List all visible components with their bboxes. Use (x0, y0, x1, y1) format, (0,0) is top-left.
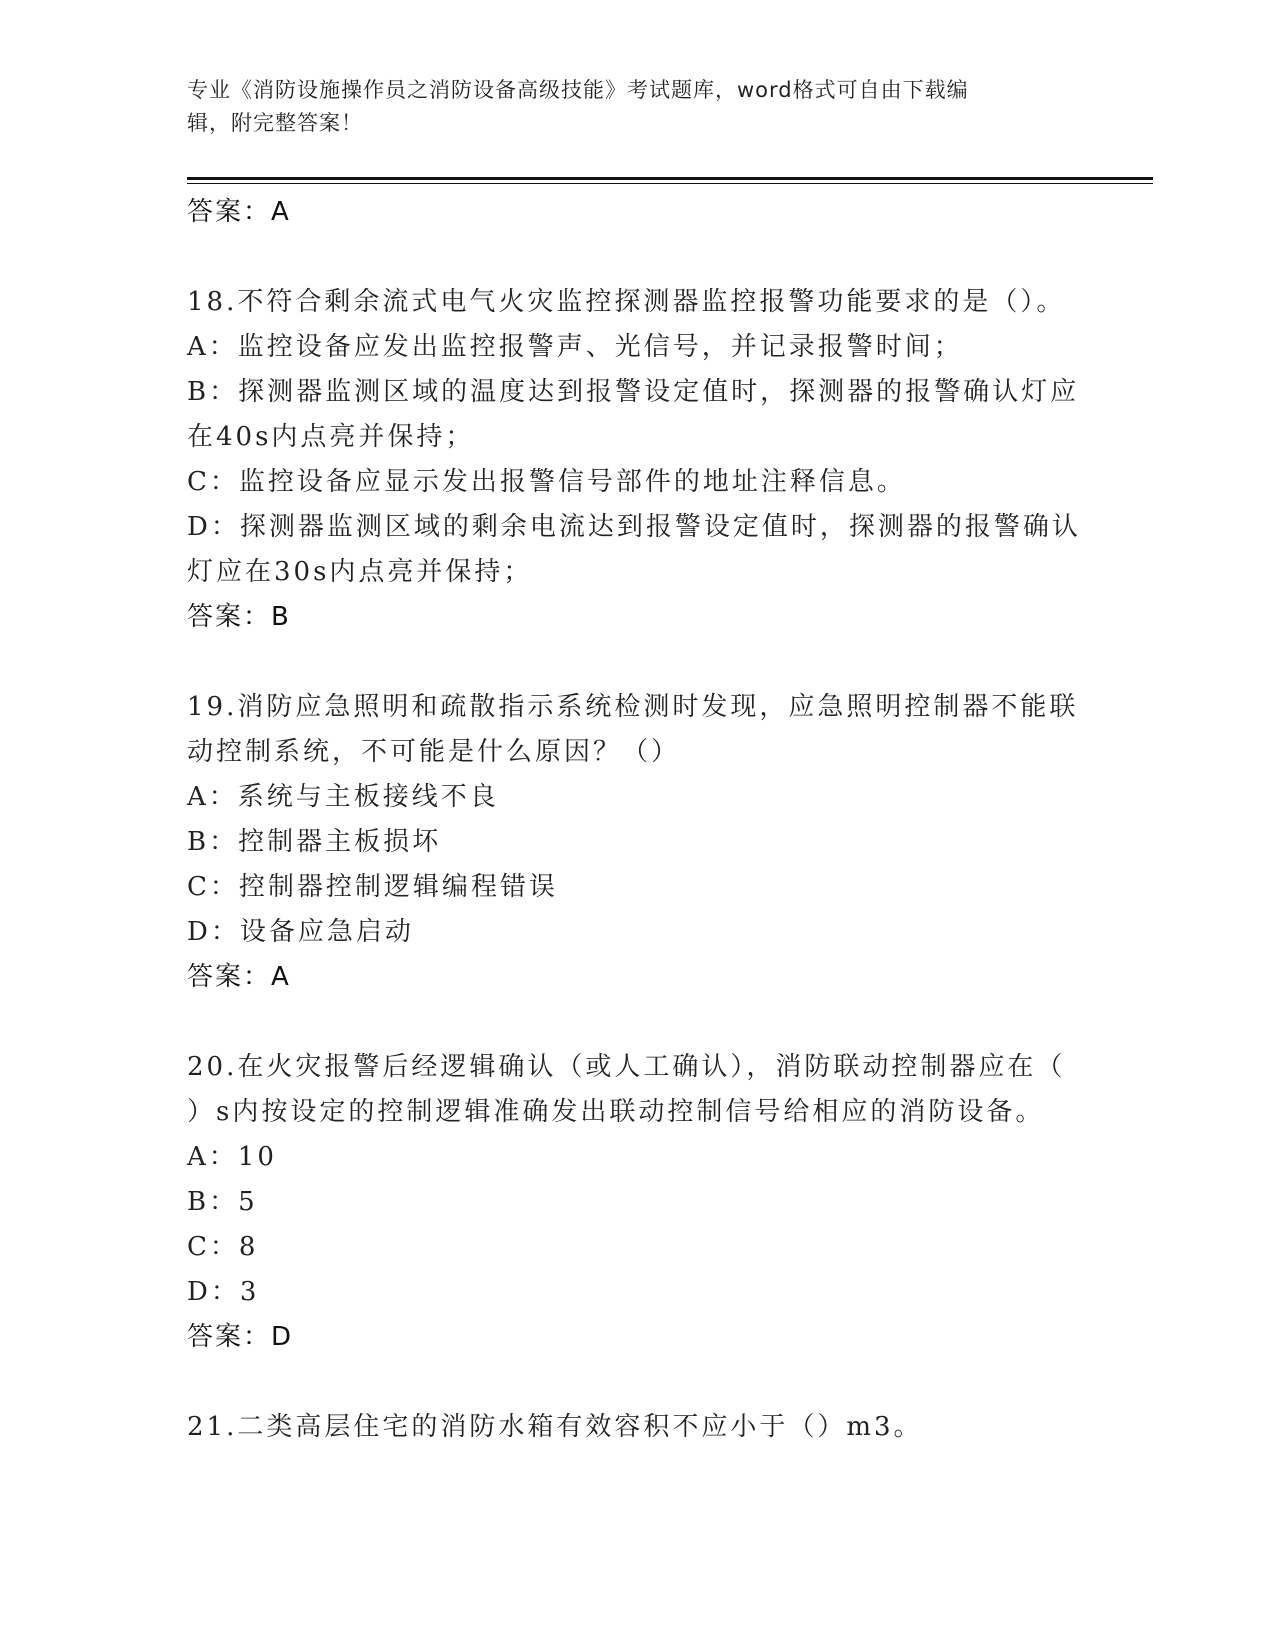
question-20 (187, 1045, 1087, 1360)
question-list (187, 190, 1087, 1450)
document-header (187, 74, 1067, 140)
question-text-line-1: 20.在火灾报警后经逻辑确认（或人工确认），消防联动控制器应在（ (187, 1052, 1066, 1082)
option-d: D：设备应急启动 (187, 917, 414, 947)
option-d-line-1: D：探测器监测区域的剩余电流达到报警设定值时，探测器的报警确认 (187, 512, 1081, 542)
spacer (187, 1000, 1087, 1045)
answer-label: 答案：A (187, 197, 291, 227)
option-a: A：系统与主板接线不良 (187, 782, 499, 812)
spacer (187, 640, 1087, 685)
option-a: A：10 (187, 1142, 277, 1172)
option-d: D：3 (187, 1277, 260, 1307)
option-d-line-2: 灯应在30s内点亮并保持； (187, 557, 533, 587)
option-b-line-2: 在40s内点亮并保持； (187, 422, 475, 452)
question-18 (187, 280, 1087, 640)
question-text-line-2: 动控制系统，不可能是什么原因？（） (187, 737, 681, 767)
question-text: 18.不符合剩余流式电气火灾监控探测器监控报警功能要求的是（）。 (187, 287, 1066, 317)
header-intro-line-2: 辑，附完整答案！ (187, 111, 363, 135)
question-21 (187, 1405, 1087, 1450)
option-b-line-1: B：探测器监测区域的温度达到报警设定值时，探测器的报警确认灯应 (187, 377, 1080, 407)
question-19 (187, 685, 1087, 1000)
option-b: B：5 (187, 1187, 258, 1217)
spacer (187, 1360, 1087, 1405)
answer-label: 答案：D (187, 1322, 294, 1352)
header-divider-thin (187, 183, 1153, 184)
header-intro-line-1: 专业《消防设施操作员之消防设备高级技能》考试题库，word格式可自由下载编 (187, 78, 969, 102)
answer-label: 答案：A (187, 962, 291, 992)
option-b: B：控制器主板损坏 (187, 827, 442, 857)
option-c: C：8 (187, 1232, 259, 1262)
header-divider-thick (187, 177, 1153, 180)
question-text-line-1: 19.消防应急照明和疏散指示系统检测时发现，应急照明控制器不能联 (187, 692, 1079, 722)
question-text-line-2: ）s内按设定的控制逻辑准确发出联动控制信号给相应的消防设备。 (187, 1097, 1045, 1127)
question-text: 21.二类高层住宅的消防水箱有效容积不应小于（）m3。 (187, 1412, 923, 1442)
spacer (187, 235, 1087, 280)
answer-label: 答案：B (187, 602, 291, 632)
option-c: C：控制器控制逻辑编程错误 (187, 872, 558, 902)
option-a: A：监控设备应发出监控报警声、光信号，并记录报警时间； (187, 332, 963, 362)
option-c: C：监控设备应显示发出报警信号部件的地址注释信息。 (187, 467, 906, 497)
